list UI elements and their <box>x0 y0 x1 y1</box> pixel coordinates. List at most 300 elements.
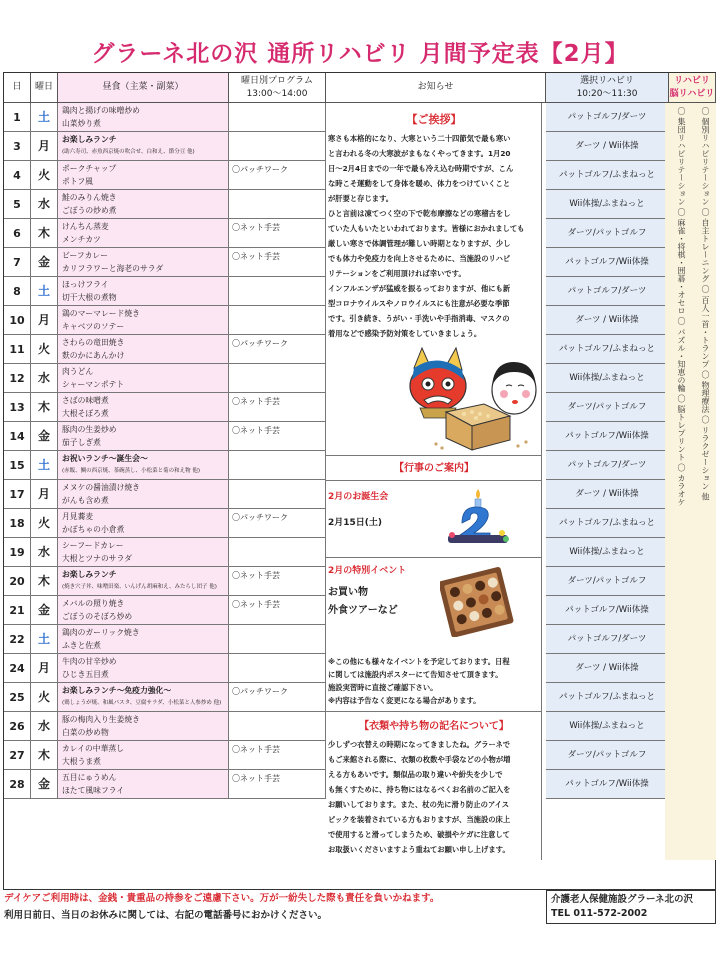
notice-line: もご来館される際に、衣類の枚数や手袋などの小物が増 <box>328 755 511 764</box>
rehab-cell <box>546 190 669 219</box>
notice-line: です。引き続き、うがい・手洗いや手指消毒、マスクの <box>328 314 510 323</box>
program-label: 〇パッチワーク <box>232 165 288 174</box>
program-cell <box>229 451 326 480</box>
meal-main: 豚の梅肉入り生姜焼き <box>62 715 140 724</box>
facility-tel: TEL 011-572-2002 <box>551 908 648 919</box>
weekday-cell <box>31 103 58 132</box>
notice-line: 日～2月4日までの一年で最も冷え込む時期ですが、こん <box>328 164 514 173</box>
side-rehab-panel <box>665 103 716 860</box>
meal-side: (焼き穴子丼、味噌田楽、いんげん胡麻和え、みたらし団子 他) <box>62 584 217 590</box>
program-cell <box>229 567 326 596</box>
notice-line: で使用すると滑ってしまうため、破損やケガに注意して <box>328 830 510 839</box>
program-cell <box>229 625 326 654</box>
day-cell <box>4 770 31 799</box>
weekday-cell <box>31 335 58 364</box>
meal-side: (鶏しょうが焼、和風パスタ、豆腐サラダ、小松菜と人参炒め 他) <box>62 700 222 706</box>
program-cell <box>229 538 326 567</box>
day-cell <box>4 393 31 422</box>
rehab-cell <box>546 248 669 277</box>
rehab-cell <box>546 103 669 132</box>
rehab-label: パットゴルフ/ふまねっと <box>558 518 656 528</box>
meal-main: 肉うどん <box>62 367 94 376</box>
header-meal-label: 昼食（主菜・副菜） <box>102 82 184 92</box>
weekday-cell <box>31 277 58 306</box>
weekday-label: 土 <box>37 110 50 124</box>
header-notice <box>326 73 546 103</box>
birthday-title: 2月のお誕生会 <box>328 492 389 502</box>
rehab-cell <box>546 567 669 596</box>
meal-side: 麩のかにあんかけ <box>62 351 125 360</box>
program-label: 〇パッチワーク <box>232 339 288 348</box>
weekday-cell <box>31 567 58 596</box>
header-weekday <box>31 73 58 103</box>
rehab-label: ダーツ/パットゴルフ <box>567 576 647 586</box>
rehab-label: Wii体操/ふまねっと <box>569 199 645 209</box>
events-title: 【行事のご案内】 <box>394 463 474 474</box>
meal-side: ごぼうの炒め煮 <box>62 206 117 215</box>
meal-side: 山菜炒り煮 <box>62 119 101 128</box>
day-number: 27 <box>9 749 25 762</box>
notice-line: ていた人もいたといわれております。皆様におかれましても <box>328 224 525 233</box>
rehab-label: ダーツ/パットゴルフ <box>567 402 647 412</box>
meal-side: カリフラワーと海老のサラダ <box>62 264 164 273</box>
weekday-cell <box>31 364 58 393</box>
notice-line: ※内容は予告なく変更になる場合があります。 <box>328 696 481 705</box>
rehab-cell <box>546 335 669 364</box>
meal-main: 鶏肉のガーリック焼き <box>62 628 140 637</box>
day-number: 18 <box>9 517 25 530</box>
rehab-cell <box>546 741 669 770</box>
program-cell <box>229 161 326 190</box>
meal-side: 大根とツナのサラダ <box>62 554 133 563</box>
day-number: 25 <box>9 691 25 704</box>
meal-side: ごぼうのそぼろ炒め <box>62 612 133 621</box>
meal-side: かぼちゃの小倉煮 <box>62 525 125 534</box>
rehab-label: パットゴルフ/ダーツ <box>567 112 647 122</box>
clothing-title: 【衣類や持ち物の記名について】 <box>359 721 509 732</box>
footer-notes <box>4 890 546 924</box>
header-day-label: 日 <box>12 82 22 92</box>
notice-line: でも体力や免疫力を向上させるために、当施設のリハビ <box>328 254 511 263</box>
meal-cell <box>58 103 229 132</box>
meal-main: さばの味噌煮 <box>62 396 109 405</box>
header-program-time: 13:00～14:00 <box>246 88 308 99</box>
footer-contact <box>546 890 716 924</box>
meal-side: メンチカツ <box>62 235 101 244</box>
rehab-label: パットゴルフ/Wii体操 <box>565 431 649 441</box>
rehab-cell <box>546 538 669 567</box>
meal-main: 牛肉の甘辛炒め <box>62 657 117 666</box>
rehab-cell <box>546 306 669 335</box>
meal-main: 五目にゅうめん <box>62 773 117 782</box>
rehab-label: Wii体操/ふまねっと <box>569 547 645 557</box>
events-note <box>328 655 540 707</box>
day-number: 4 <box>13 169 21 182</box>
day-cell <box>4 509 31 538</box>
otafuku-icon <box>492 362 536 414</box>
meal-main: さわらの竜田焼き <box>62 338 125 347</box>
rehab-label: ダーツ/パットゴルフ <box>567 228 647 238</box>
meal-side: 切干大根の煮物 <box>62 293 117 302</box>
day-number: 11 <box>9 343 25 356</box>
header-notice-label: お知らせ <box>417 82 454 92</box>
oni-icon <box>410 348 466 418</box>
notice-divider-4 <box>326 711 542 712</box>
program-cell <box>229 219 326 248</box>
program-label: 〇ネット手芸 <box>232 426 280 435</box>
meal-cell <box>58 364 229 393</box>
meal-main: 月見蕎麦 <box>62 512 94 521</box>
program-cell <box>229 741 326 770</box>
chocolate-box-icon <box>440 565 514 637</box>
day-cell <box>4 219 31 248</box>
program-cell <box>229 335 326 364</box>
page-title: グラーネ北の沢 通所リハビリ 月間予定表【2月】 <box>91 41 629 67</box>
notice-line: ピックを装着されている方もおりますが、当施設の床上 <box>328 815 511 824</box>
meal-cell <box>58 567 229 596</box>
day-number: 7 <box>13 256 21 269</box>
rehab-cell <box>546 451 669 480</box>
rehab-label: パットゴルフ/ダーツ <box>567 460 647 470</box>
weekday-cell <box>31 596 58 625</box>
weekday-cell <box>31 683 58 712</box>
weekday-cell <box>31 190 58 219</box>
day-number: 21 <box>9 604 25 617</box>
meal-main: 鶏肉と揚げの味噌炒め <box>62 106 140 115</box>
masu-box-icon <box>446 404 510 450</box>
notice-line: リテーションをご利用頂ければ幸いです。 <box>328 269 466 278</box>
meal-main: シーフードカレー <box>62 541 124 550</box>
notice-line: ひと言前は凍てつく空の下で乾布摩擦などの寒稽古をし <box>328 209 511 218</box>
notice-line: と言われる冬の大寒波がまもなくやってきます。1月20 <box>328 149 511 158</box>
day-number: 1 <box>13 111 21 124</box>
notice-line: お願いしております。また、杖の先に滑り防止のアイス <box>328 800 510 809</box>
rehab-cell <box>546 625 669 654</box>
program-cell <box>229 509 326 538</box>
header-program <box>229 73 326 103</box>
meal-cell <box>58 277 229 306</box>
weekday-label: 火 <box>37 516 50 530</box>
meal-cell <box>58 538 229 567</box>
weekday-label: 木 <box>37 574 50 588</box>
rehab-cell <box>546 277 669 306</box>
day-cell <box>4 567 31 596</box>
meal-cell <box>58 451 229 480</box>
meal-main: お楽しみランチ <box>62 135 117 144</box>
day-cell <box>4 277 31 306</box>
header-rehab-time: 10:20～11:30 <box>576 88 638 99</box>
notice-line: 着用などで感染予防対策をしていきましょう。 <box>328 329 482 338</box>
weekday-cell <box>31 248 58 277</box>
program-cell <box>229 654 326 683</box>
weekday-label: 火 <box>37 342 50 356</box>
weekday-cell <box>31 422 58 451</box>
weekday-cell <box>31 480 58 509</box>
notice-divider-3 <box>326 557 542 558</box>
program-label: 〇ネット手芸 <box>232 252 280 261</box>
notice-line: な時こそ運動をして身体を暖め、体力をつけていくこと <box>328 179 511 188</box>
meal-cell <box>58 770 229 799</box>
day-number: 22 <box>9 633 25 646</box>
meal-main: メヌケの醤油漬け焼き <box>62 483 140 492</box>
weekday-cell <box>31 306 58 335</box>
program-cell <box>229 306 326 335</box>
header-meal <box>58 73 229 103</box>
weekday-label: 月 <box>37 313 50 327</box>
rehab-label: ダーツ / Wii体操 <box>575 315 639 325</box>
rehab-label: ダーツ / Wii体操 <box>575 663 639 673</box>
program-cell <box>229 596 326 625</box>
weekday-label: 土 <box>37 458 50 472</box>
weekday-label: 木 <box>37 400 50 414</box>
clothing-body <box>328 737 540 857</box>
meal-side: ふきと佐煮 <box>62 641 101 650</box>
day-number: 14 <box>9 430 25 443</box>
notice-line: が肝要と存じます。 <box>328 194 394 203</box>
header-side-label2: 脳リハビリ <box>669 88 715 99</box>
meal-cell <box>58 509 229 538</box>
meal-side: ひじき五目煮 <box>62 670 109 679</box>
greeting-body <box>328 131 540 341</box>
day-number: 17 <box>9 488 25 501</box>
weekday-label: 水 <box>37 371 50 385</box>
weekday-label: 火 <box>37 690 50 704</box>
day-cell <box>4 741 31 770</box>
notice-line: 寒さも本格的になり、大寒という二十四節気で最も寒い <box>328 134 511 143</box>
footer-warning: デイケアご利用時は、金銭・貴重品の持参をご遠慮下さい。万が一紛失した際も責任を負いかねます。 <box>4 893 440 904</box>
weekday-cell <box>31 625 58 654</box>
notice-line: お取扱いくださいますよう重ねてお願い申し上げます。 <box>328 845 510 854</box>
weekday-label: 金 <box>37 255 50 269</box>
meal-side: ポトフ風 <box>62 177 93 186</box>
program-cell <box>229 712 326 741</box>
meal-cell <box>58 190 229 219</box>
rehab-label: パットゴルフ/Wii体操 <box>565 257 649 267</box>
meal-main: お楽しみランチ～免疫力強化～ <box>62 686 172 695</box>
program-label: 〇ネット手芸 <box>232 745 280 754</box>
meal-cell <box>58 480 229 509</box>
weekday-label: 金 <box>37 429 50 443</box>
day-number: 24 <box>9 662 25 675</box>
weekday-cell <box>31 451 58 480</box>
program-cell <box>229 364 326 393</box>
notice-line: も無くすために、持ち物にはなるべくお名前のご記入を <box>328 785 511 794</box>
meal-cell <box>58 132 229 161</box>
notice-divider-1 <box>326 455 542 456</box>
meal-main: けんちん蒸麦 <box>62 222 109 231</box>
meal-side: ほたて風味フライ <box>62 786 125 795</box>
day-cell <box>4 480 31 509</box>
day-cell <box>4 306 31 335</box>
program-cell <box>229 190 326 219</box>
day-number: 6 <box>13 227 21 240</box>
rehab-label: Wii体操/ふまねっと <box>569 721 645 731</box>
day-cell <box>4 364 31 393</box>
meal-side: 大根うま煮 <box>62 757 101 766</box>
special-item-2: 外食ツアーなど <box>328 605 398 616</box>
special-item-1: お買い物 <box>328 587 368 598</box>
weekday-cell <box>31 770 58 799</box>
program-label: 〇ネット手芸 <box>232 600 280 609</box>
greeting-title: 【ご挨拶】 <box>406 113 462 126</box>
meal-side: キャベツのソテー <box>62 322 125 331</box>
side-col-group: 〇 集団リハビリテーション 〇 麻雀・将棋・囲碁・オセロ 〇 パズル・知恵の輪 〇 脳トレプリント 〇 カラオケ <box>677 107 686 506</box>
notice-line: インフルエンザが猛威を振るっておりますが、他にも新 <box>328 284 511 293</box>
weekday-label: 水 <box>37 719 50 733</box>
weekday-label: 金 <box>37 603 50 617</box>
day-number: 26 <box>9 720 25 733</box>
day-number: 13 <box>9 401 25 414</box>
rehab-label: パットゴルフ/ふまねっと <box>558 692 656 702</box>
meal-side: (赤飯、鯛の西京焼、茶碗蒸し、小松菜と菊の和え物 他) <box>62 468 201 474</box>
day-number: 5 <box>13 198 21 211</box>
header-side <box>669 73 716 103</box>
rehab-label: ダーツ / Wii体操 <box>575 489 639 499</box>
day-cell <box>4 683 31 712</box>
day-number: 10 <box>9 314 25 327</box>
weekday-cell <box>31 161 58 190</box>
program-cell <box>229 422 326 451</box>
day-number: 19 <box>9 546 25 559</box>
rehab-cell <box>546 161 669 190</box>
meal-side: 大根そぼろ煮 <box>62 409 109 418</box>
meal-cell <box>58 248 229 277</box>
rehab-cell <box>546 712 669 741</box>
weekday-cell <box>31 393 58 422</box>
rehab-label: ダーツ/パットゴルフ <box>567 750 647 760</box>
notice-line: 型コロナウイルスやノロウイルスにも注意が必要な季節 <box>328 299 510 308</box>
weekday-label: 水 <box>37 545 50 559</box>
day-number: 12 <box>9 372 25 385</box>
weekday-cell <box>31 509 58 538</box>
meal-main: カレイの中華蒸し <box>62 744 124 753</box>
rehab-cell <box>546 596 669 625</box>
meal-cell <box>58 683 229 712</box>
rehab-cell <box>546 509 669 538</box>
meal-cell <box>58 712 229 741</box>
header-day <box>4 73 31 103</box>
weekday-label: 木 <box>37 226 50 240</box>
program-cell <box>229 248 326 277</box>
rehab-cell <box>546 770 669 799</box>
day-cell <box>4 335 31 364</box>
day-number: 28 <box>9 778 25 791</box>
meal-cell <box>58 306 229 335</box>
weekday-cell <box>31 219 58 248</box>
meal-side: シャーマンポテト <box>62 380 125 389</box>
rehab-cell <box>546 364 669 393</box>
program-cell <box>229 132 326 161</box>
rehab-cell <box>546 393 669 422</box>
rehab-label: パットゴルフ/ふまねっと <box>558 344 656 354</box>
program-cell <box>229 480 326 509</box>
day-cell <box>4 132 31 161</box>
rehab-cell <box>546 683 669 712</box>
program-label: 〇パッチワーク <box>232 513 288 522</box>
meal-cell <box>58 596 229 625</box>
day-cell <box>4 161 31 190</box>
rehab-label: パットゴルフ/ふまねっと <box>558 170 656 180</box>
program-label: 〇パッチワーク <box>232 687 288 696</box>
header-rehab-label: 選択リハビリ <box>580 75 634 86</box>
birthday-cake-icon <box>442 483 514 549</box>
meal-cell <box>58 335 229 364</box>
header-side-label: リハビリ <box>674 75 710 86</box>
meal-main: お楽しみランチ <box>62 570 117 579</box>
day-cell <box>4 596 31 625</box>
header-weekday-label: 曜日 <box>34 82 53 92</box>
day-number: 20 <box>9 575 25 588</box>
notice-panel <box>326 103 542 860</box>
rehab-label: パットゴルフ/Wii体操 <box>565 605 649 615</box>
meal-main: 豚肉の生姜炒め <box>62 425 117 434</box>
day-cell <box>4 625 31 654</box>
meal-cell <box>58 393 229 422</box>
day-cell <box>4 712 31 741</box>
birthday-date: 2月15日(土) <box>328 518 383 528</box>
special-title: 2月の特別イベント <box>328 566 407 576</box>
weekday-label: 月 <box>37 487 50 501</box>
weekday-cell <box>31 741 58 770</box>
program-label: 〇ネット手芸 <box>232 397 280 406</box>
program-label: 〇ネット手芸 <box>232 774 280 783</box>
program-cell <box>229 393 326 422</box>
program-label: 〇ネット手芸 <box>232 571 280 580</box>
weekday-label: 木 <box>37 748 50 762</box>
meal-cell <box>58 741 229 770</box>
program-label: 〇ネット手芸 <box>232 223 280 232</box>
weekday-label: 金 <box>37 777 50 791</box>
footer-absence-notice: 利用日前日、当日のお休みに関しては、右記の電話番号におかけください。 <box>4 910 328 921</box>
program-cell <box>229 103 326 132</box>
notice-divider-2 <box>326 480 542 481</box>
side-col-individual: 〇 個別リハビリテーション 〇 自主トレーニング 〇 百人一首・トランプ 〇 物理療法 〇 リラクゼーション 他 <box>701 107 710 501</box>
rehab-cell <box>546 132 669 161</box>
rehab-label: パットゴルフ/ダーツ <box>567 634 647 644</box>
rehab-label: ダーツ / Wii体操 <box>575 141 639 151</box>
weekday-label: 水 <box>37 197 50 211</box>
meal-side: (助六寿司、赤魚西京焼の吹合せ、白和え、節分豆 他) <box>62 149 195 155</box>
rehab-label: Wii体操/ふまねっと <box>569 373 645 383</box>
weekday-label: 土 <box>37 632 50 646</box>
rehab-label: パットゴルフ/Wii体操 <box>565 779 649 789</box>
header-program-label: 曜日別プログラム <box>241 75 313 86</box>
day-cell <box>4 654 31 683</box>
meal-side: 白菜の炒め物 <box>62 728 109 737</box>
weekday-label: 土 <box>37 284 50 298</box>
facility-name: 介護老人保健施設グラーネ北の沢 <box>551 894 694 905</box>
weekday-label: 火 <box>37 168 50 182</box>
notice-line: える方もあいです。類似品の取り違いや紛失を少しで <box>328 770 503 779</box>
meal-cell <box>58 219 229 248</box>
meal-main: メバルの照り焼き <box>62 599 125 608</box>
notice-line: 少しずつ衣替えの時期になってきましたね。グラーネで <box>328 740 511 749</box>
meal-cell <box>58 625 229 654</box>
rehab-cell <box>546 654 669 683</box>
notice-line: 施設実習時に直接ご確認下さい。 <box>328 683 438 692</box>
day-cell <box>4 103 31 132</box>
weekday-label: 月 <box>37 139 50 153</box>
meal-main: 鶏のマーマレード焼き <box>62 309 140 318</box>
meal-main: ビーフカレー <box>62 251 109 260</box>
program-cell <box>229 277 326 306</box>
setsubun-illustration <box>406 346 538 454</box>
meal-main: ポークチャップ <box>62 164 117 173</box>
meal-cell <box>58 422 229 451</box>
meal-cell <box>58 654 229 683</box>
meal-side: 茄子しぎ煮 <box>62 438 101 447</box>
weekday-cell <box>31 712 58 741</box>
